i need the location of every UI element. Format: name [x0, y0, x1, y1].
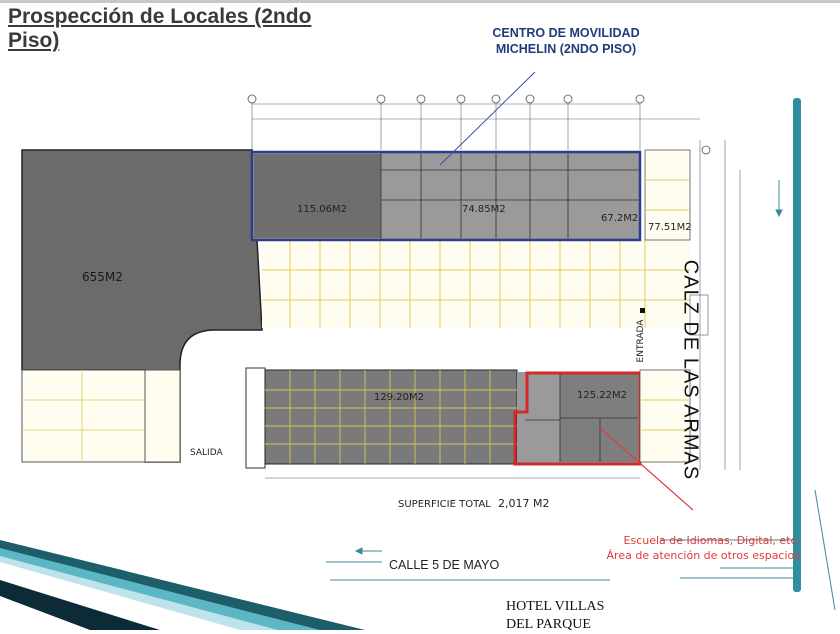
area-label-local2: 74.85M2: [462, 204, 506, 215]
area-label-655: 655M2: [82, 270, 123, 284]
direction-arrow-down: [776, 180, 782, 216]
hotel-line-2: DEL PARQUE: [506, 617, 591, 632]
entrada-label: ENTRADA: [636, 319, 646, 363]
area-label-local1: 115.06M2: [297, 204, 347, 215]
michelin-callout: CENTRO DE MOVILIDAD MICHELIN (2NDO PISO): [492, 26, 640, 56]
hotel-label: [506, 598, 604, 634]
superficie-value: 2,017 M2: [498, 497, 550, 510]
superficie-label: [398, 497, 550, 510]
top-locales: [252, 152, 640, 240]
street-calle-5-de-mayo: CALLE 5 DE MAYO: [389, 558, 500, 572]
note-line-1: Escuela de Idiomas, Digital, etc.: [623, 534, 800, 547]
cyan-side-bar: [793, 98, 801, 592]
slide-title: Prospección de Locales (2ndo Piso): [8, 5, 312, 52]
street-calz-de-las-armas: CALZ DE LAS ARMAS: [679, 259, 702, 481]
entrance-marker: [640, 308, 645, 313]
superficie-text: SUPERFICIE TOTAL: [398, 499, 491, 510]
area-label-local4: 77.51M2: [648, 222, 692, 233]
decorative-swoosh: [0, 540, 365, 630]
area-label-local3: 67.2M2: [601, 213, 639, 224]
area-label-local5: 129.20M2: [374, 392, 424, 403]
area-label-local6: 125.22M2: [577, 390, 627, 401]
top-bar: [0, 0, 840, 3]
hotel-line-1: HOTEL VILLAS: [506, 599, 605, 614]
red-note: [540, 533, 800, 563]
parking-left: [22, 370, 180, 462]
bottom-locales: [246, 368, 690, 478]
note-line-2: Área de atención de otros espacios: [606, 549, 800, 562]
salida-label: SALIDA: [190, 448, 223, 458]
